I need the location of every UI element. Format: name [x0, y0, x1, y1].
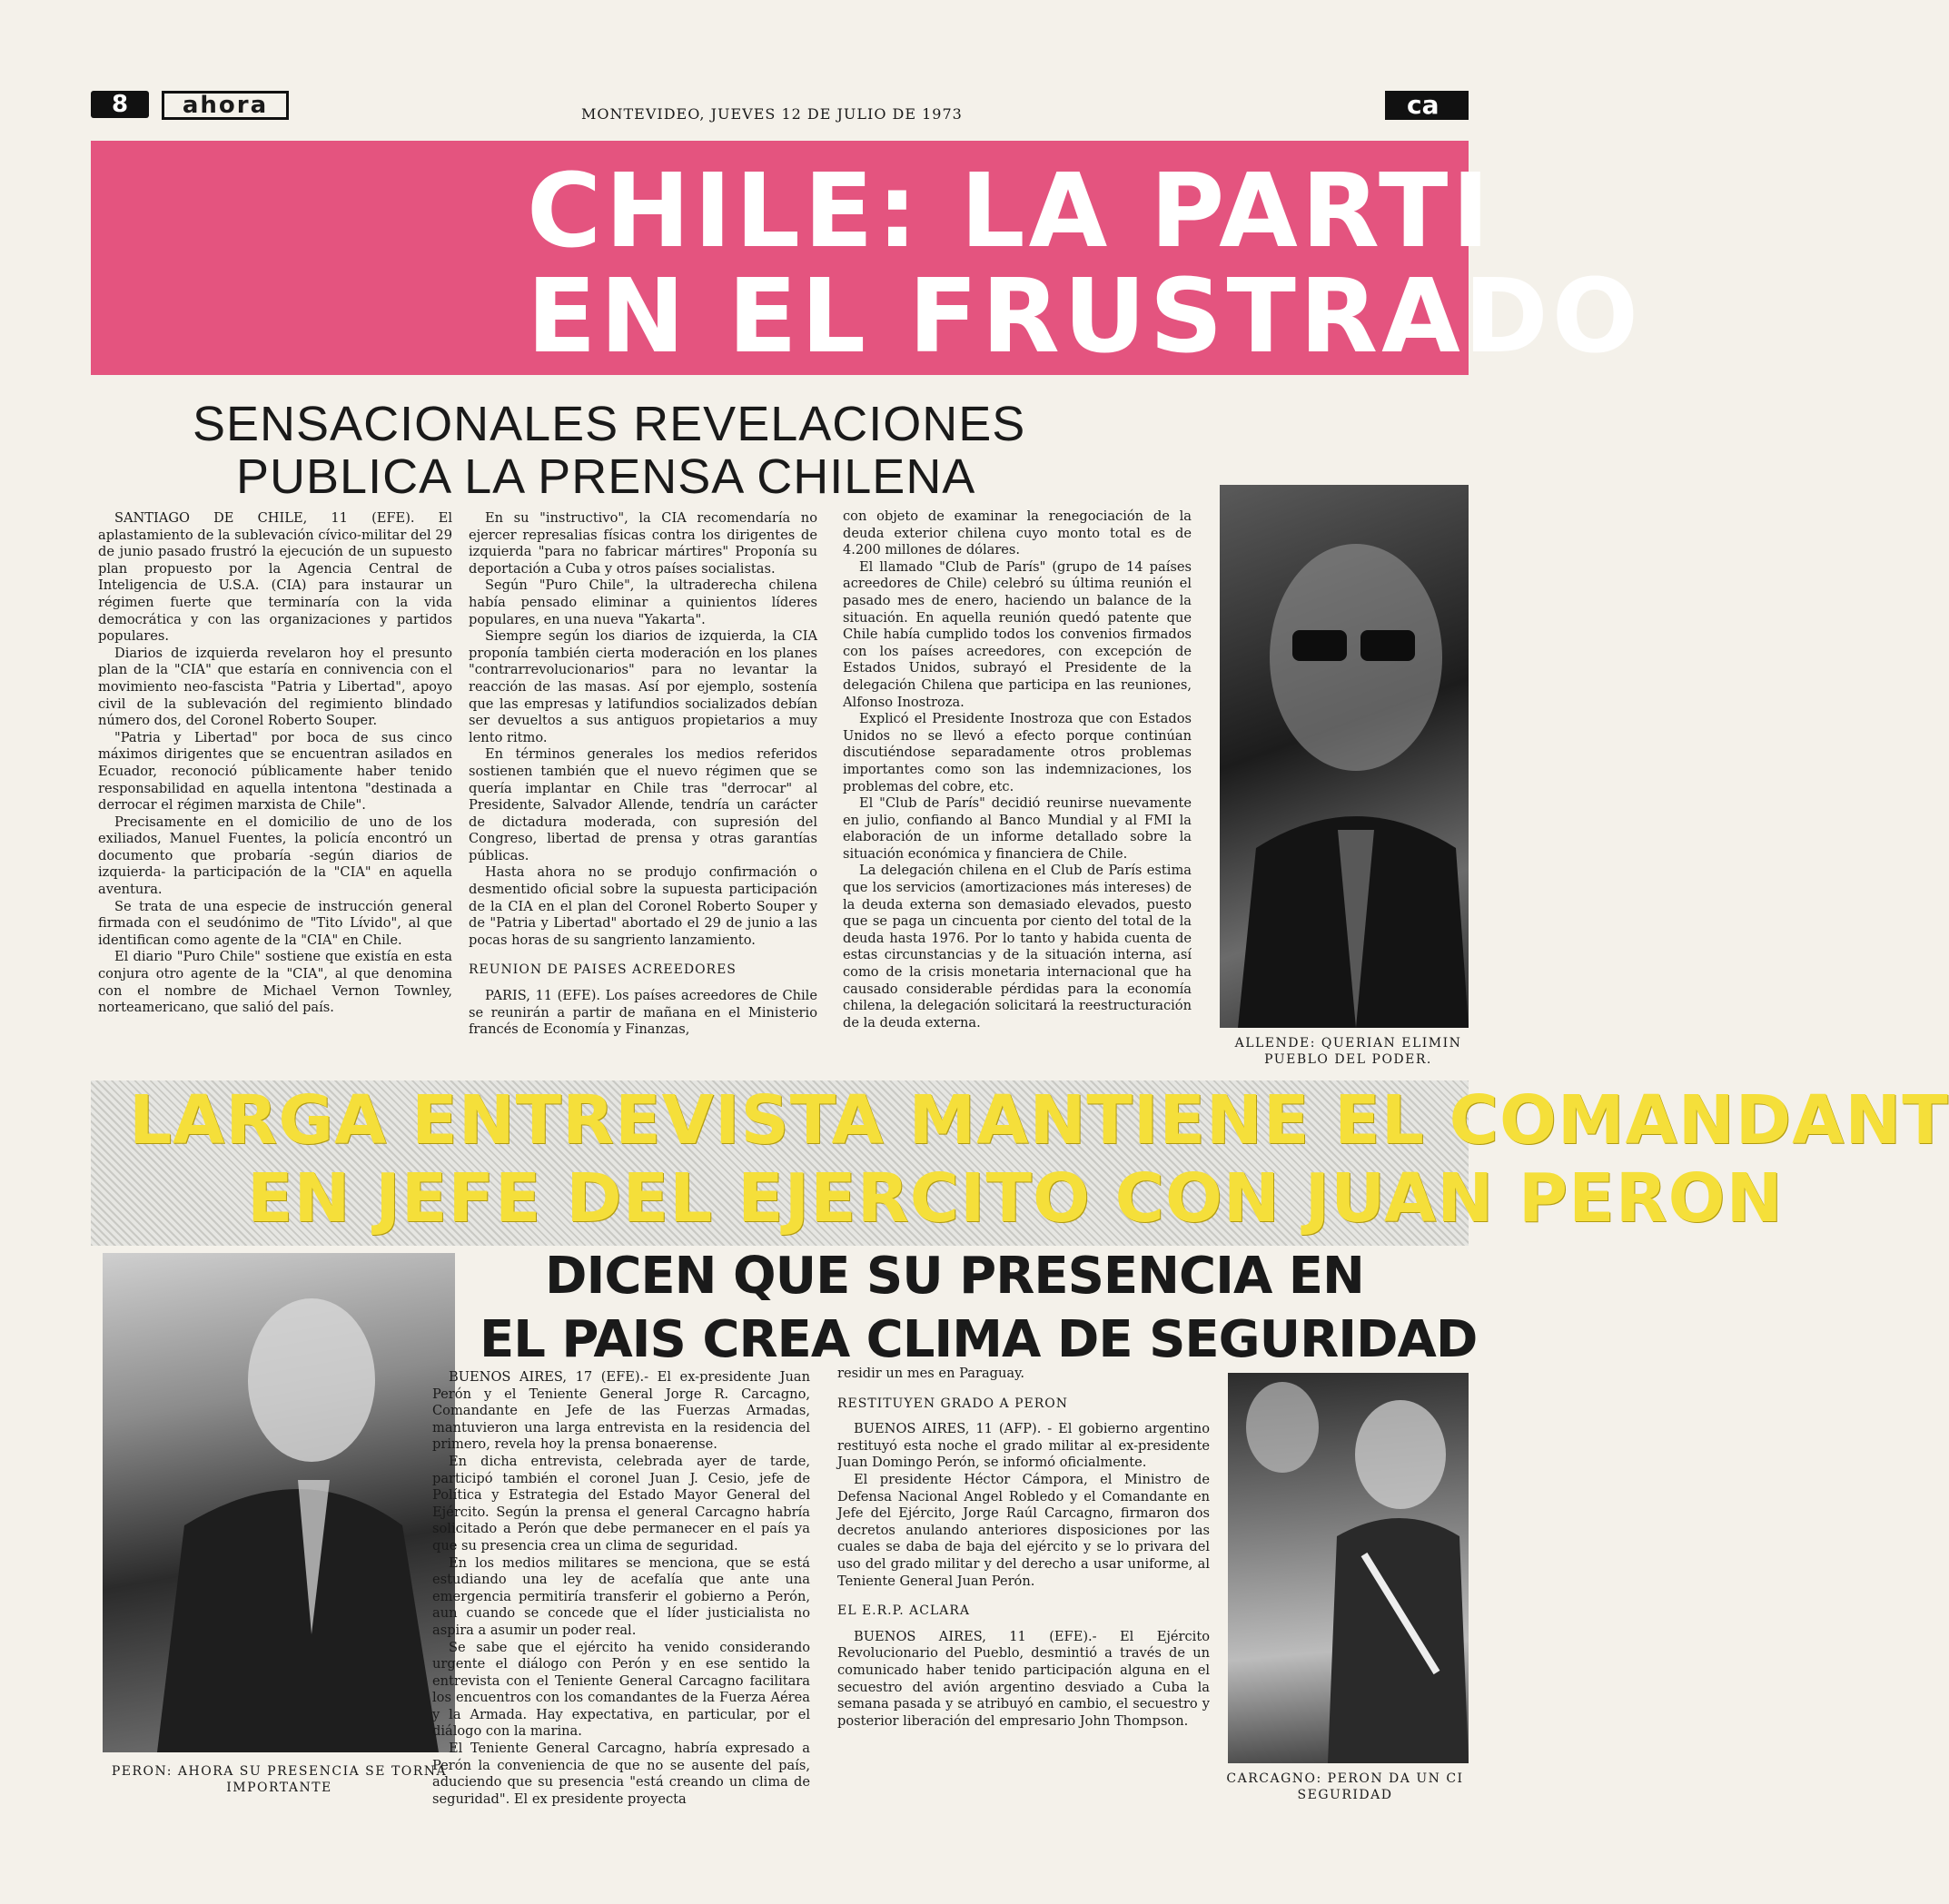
subheadline-line-2: PUBLICA LA PRENSA CHILENA [236, 449, 976, 504]
paragraph: La delegación chilena en el Club de París estima que los servicios (amortizaciones más intereses) de la deuda externa son demasiado elevados, puesto que se paga un cincuenta por ciento del total de la deuda hasta 1976. Por lo tanto y habida cuenta de estas circunstancias y de la situación interna, así como de la crisis monetaria internacional que ha causado considerable pérdidas para la economía chilena, la delegación solicitará la reestructuración de la deuda externa. [843, 863, 1192, 1031]
paragraph: BUENOS AIRES, 11 (EFE).- El Ejército Revolucionario del Pueblo, desmintió a través de un comunicado haber tenido participación alguna en el secuestro del avión argentino desviado a Cuba la semana pasada y se atribuyó en cambio, el secuestro y posterior liberación del empresario John Thompson. [837, 1628, 1210, 1729]
carcagno-photo-caption: CARCAGNO: PERON DA UN CI SEGURIDAD [1226, 1771, 1464, 1802]
article-column-1 [98, 510, 452, 1066]
headline-banner-peron [91, 1080, 1949, 1246]
peron-article-column-1 [432, 1369, 810, 1807]
section-subhead: RESTITUYEN GRADO A PERON [837, 1396, 1068, 1411]
page-number: 8 [91, 91, 149, 118]
allende-photo-caption: ALLENDE: QUERIAN ELIMIN PUEBLO DEL PODER. [1234, 1036, 1462, 1067]
paragraph: PARIS, 11 (EFE). Los países acreedores de Chile se reunirán a partir de mañana en el Ministerio francés de Economía y Finanzas, [469, 988, 817, 1038]
paragraph: En su "instructivo", la CIA recomendaría no ejercer represalias físicas contra los dirigentes de izquierda "para no fabricar mártires" Proponía su deportación a Cuba y otros países socialistas. [469, 510, 817, 577]
banner-line-2: EN JEFE DEL EJERCITO CON JUAN PERON [247, 1159, 1784, 1238]
allende-photo [1220, 485, 1469, 1028]
subheadline-line-1: SENSACIONALES REVELACIONES [193, 397, 1026, 451]
peron-headline-line-1: DICEN QUE SU PRESENCIA EN [545, 1247, 1364, 1306]
paragraph: En términos generales los medios referidos sostienen también que el nuevo régimen que se quería implantar en Chile tras "derrocar" al Presidente, Salvador Allende, tendría un carácter de dictadura moderada, con supresión del Congreso, libertad de prensa y otras garantías públicas. [469, 746, 817, 863]
portrait-silhouette-icon [1228, 1373, 1469, 1763]
paragraph: El "Club de París" decidió reunirse nuevamente en julio, confiando al Banco Mundial y al FMI la elaboración de un informe detallado sobre la situación económica y financiera de Chile. [843, 795, 1192, 862]
paragraph: Se sabe que el ejército ha venido considerando urgente el diálogo con Perón y en ese sentido la entrevista con el Teniente General Carcagno facilitara los encuentros con los comandantes de la Fuerza Aérea y la Armada. Hay expectativa, en particular, por el diálogo con la marina. [432, 1639, 810, 1740]
paragraph: BUENOS AIRES, 17 (EFE).- El ex-presidente Juan Perón y el Teniente General Jorge R. Carcagno, Comandante en Jefe de las Fuerzas Armadas, mantuvieron una larga entrevista en la residencia del primero, revela hoy la prensa bonaerense. [432, 1369, 810, 1453]
carcagno-photo [1228, 1373, 1469, 1763]
paragraph: Hasta ahora no se produjo confirmación o desmentido oficial sobre la supuesta participación de la CIA en el plan del Coronel Roberto Souper y de "Patria y Libertad" abortado el 29 de junio a las pocas horas de su sangriento lanzamiento. [469, 864, 817, 948]
paragraph: SANTIAGO DE CHILE, 11 (EFE). El aplastamiento de la sublevación cívico-militar del 29 de junio pasado frustró la ejecución de un supuesto plan propuesto por la Agencia Central de Inteligencia de U.S.A. (CIA) para instaurar un régimen fuerte que terminaría con la vida democrática y con las organizaciones y partidos populares. [98, 510, 452, 645]
peron-headline-line-2: EL PAIS CREA CLIMA DE SEGURIDAD [480, 1310, 1478, 1369]
paragraph: En dicha entrevista, celebrada ayer de tarde, participó también el coronel Juan J. Cesio, jefe de Política y Estrategia del Estado Mayor General del Ejército. Según la prensa el general Carcagno habría solicitado a Perón que debe permanecer en el país ya que su presencia crea un clima de seguridad. [432, 1453, 810, 1554]
next-section-tab: ca [1385, 91, 1469, 120]
article-column-3 [843, 508, 1192, 1066]
paragraph: El diario "Puro Chile" sostiene que existía en esta conjura otro agente de la "CIA", al que denomina con el nombre de Michael Vernon Townley, norteamericano, que salió del país. [98, 949, 452, 1016]
section-subhead: EL E.R.P. ACLARA [837, 1603, 970, 1619]
paragraph: El presidente Héctor Cámpora, el Ministro de Defensa Nacional Angel Robledo y el Comandante en Jefe del Ejército, Jorge Raúl Carcagno, firmaron dos decretos anulando anteriores disposiciones por las cuales se daba de baja del ejército y se lo privara del uso del grado militar y del derecho a usar uniforme, al Teniente General Juan Perón. [837, 1471, 1210, 1589]
paragraph: Se trata de una especie de instrucción general firmada con el seudónimo de "Tito Lívido", al que identifican como agente de la "CIA" en Chile. [98, 898, 452, 948]
paragraph: con objeto de examinar la renegociación de la deuda exterior chilena cuyo monto total es de 4.200 millones de dólares. [843, 508, 1192, 558]
banner-line-1: LARGA ENTREVISTA MANTIENE EL COMANDANT [129, 1081, 1949, 1159]
headline-line-2: EN EL FRUSTRADO [527, 258, 1642, 376]
paragraph: "Patria y Libertad" por boca de sus cinco máximos dirigentes que se encuentran asilados en Ecuador, reconoció públicamente haber tenido responsabilidad en aquella intentona "destinada a derrocar el régimen marxista de Chile". [98, 729, 452, 814]
paragraph: Precisamente en el domicilio de uno de los exiliados, Manuel Fuentes, la policía encontró un documento que probaría -según diarios de izquierda- la participación de la "CIA" en aquella aventura. [98, 814, 452, 898]
paragraph: BUENOS AIRES, 11 (AFP). - El gobierno argentino restituyó esta noche el grado militar al ex-presidente Juan Domingo Perón, se informó oficialmente. [837, 1421, 1210, 1471]
newspaper-brand: ahora [162, 91, 289, 120]
paragraph: El Teniente General Carcagno, habría expresado a Perón la conveniencia de que no se ausente del país, aduciendo que su presencia "está creando un clima de seguridad". El ex presidente proyecta [432, 1741, 810, 1807]
paragraph: El llamado "Club de París" (grupo de 14 países acreedores de Chile) celebró su última reunión el pasado mes de enero, haciendo un balance de la situación. En aquella reunión quedó patente que Chile había cumplido todos los convenios firmados con los países acreedores, con excepción de Estados Unidos, subrayó el Presidente de la delegación Chilena que participa en las reuniones, Alfonso Inostroza. [843, 558, 1192, 710]
headline-line-1: CHILE: LA PARTI [527, 153, 1494, 271]
paragraph: Diarios de izquierda revelaron hoy el presunto plan de la "CIA" que estaría en connivencia con el movimiento neo-fascista "Patria y Libertad", apoyo civil de la sublevación del regimiento blindado número dos, del Coronel Roberto Souper. [98, 645, 452, 729]
peron-article-column-2 [837, 1366, 1210, 1801]
article-column-2 [469, 510, 817, 1066]
section-subhead: REUNION DE PAISES ACREEDORES [469, 962, 737, 978]
dateline: MONTEVIDEO, JUEVES 12 DE JULIO DE 1973 [581, 105, 963, 123]
portrait-silhouette-icon [103, 1253, 455, 1752]
peron-photo [103, 1253, 455, 1752]
paragraph: residir un mes en Paraguay. [837, 1366, 1025, 1381]
paragraph: Explicó el Presidente Inostroza que con Estados Unidos no se llevó a efecto porque continúan discutiéndose separadamente otros problemas importantes como son las indemnizaciones, los problemas del cobre, etc. [843, 711, 1192, 794]
paragraph: Según "Puro Chile", la ultraderecha chilena había pensado eliminar a quinientos líderes populares, en una nueva "Yakarta". [469, 577, 817, 627]
paragraph: En los medios militares se menciona, que se está estudiando una ley de acefalía que ante una emergencia permitiría transferir el gobierno a Perón, aun cuando se concede que el líder justicialista no aspira a asumir un poder real. [432, 1554, 810, 1638]
headline-banner-chile [91, 141, 1642, 376]
portrait-silhouette-icon [1220, 485, 1469, 1028]
peron-photo-caption: PERON: AHORA SU PRESENCIA SE TORNA IMPORTANTE [111, 1764, 448, 1795]
paragraph: Siempre según los diarios de izquierda, la CIA proponía también cierta moderación en los planes "contrarrevolucionarios" para no levantar la reacción de las masas. Así por ejemplo, sostenía que las empresas y latifundios socializados debían ser devueltos a sus antiguos propietarios a muy lento ritmo. [469, 628, 817, 745]
